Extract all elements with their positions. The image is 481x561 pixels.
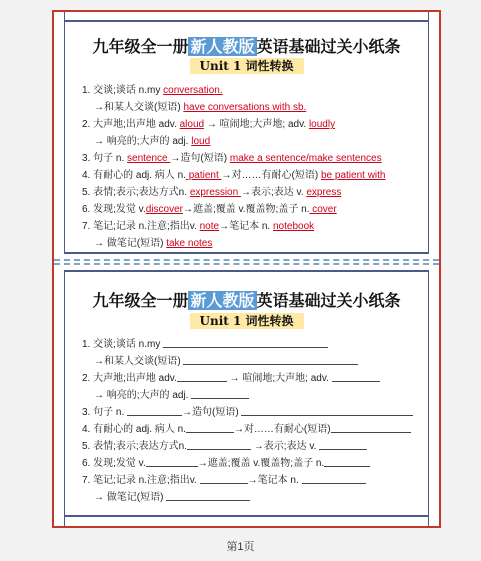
- answer-blank: [324, 456, 370, 467]
- cut-line: [54, 259, 439, 261]
- prompt-text: → 做笔记(短语): [94, 238, 167, 249]
- answer-blank: [177, 371, 227, 382]
- list-item: [82, 167, 425, 184]
- answer-blank: [187, 439, 251, 450]
- rule-bottom: [64, 515, 429, 517]
- list-item: [82, 489, 425, 506]
- answer-blank: [186, 422, 234, 433]
- item-number: 5.: [82, 441, 94, 452]
- answer-text: patient: [185, 170, 222, 181]
- answer-blank: [127, 405, 182, 416]
- answer-text: conversation.: [163, 85, 223, 96]
- prompt-text: → 响亮的;大声的 adj.: [94, 136, 192, 147]
- exercise-list: [82, 336, 425, 506]
- worksheet-page: [52, 10, 441, 528]
- prompt-text: 句子 n.: [93, 153, 128, 164]
- item-number: 2.: [82, 373, 94, 384]
- list-item: [82, 82, 425, 99]
- prompt-text: →对……有耐心(短语): [221, 170, 321, 181]
- prompt-text: 表情;表示;表达方式n.: [93, 441, 188, 452]
- item-number: 2.: [82, 119, 94, 130]
- list-item: [82, 201, 425, 218]
- answer-blank: [166, 490, 250, 501]
- item-number: 6.: [82, 458, 94, 469]
- answer-list: [82, 82, 425, 252]
- cut-line-2: [54, 263, 439, 265]
- prompt-text: 有耐心的 adj. 病人 n.: [93, 170, 186, 181]
- list-item: [82, 99, 425, 116]
- prompt-text: →和某人交谈(短语): [94, 102, 184, 113]
- item-number: 7.: [82, 475, 94, 486]
- answer-text: cover: [309, 204, 337, 215]
- answer-blank: [183, 354, 358, 365]
- list-item: [82, 218, 425, 235]
- answer-blank: [200, 473, 248, 484]
- answer-blank: [146, 456, 198, 467]
- list-item: [82, 421, 425, 438]
- item-number: 4.: [82, 170, 94, 181]
- prompt-text: 笔记;记录 n.注意;指出v.: [93, 221, 200, 232]
- prompt-text: →表示;表达 v.: [240, 187, 307, 198]
- rule-mid-upper: [64, 252, 429, 254]
- page-title: 九年级全一册 新人教版 英语基础过关小纸条: [92, 37, 401, 56]
- unit-subtitle-repeat: Unit 1 词性转换: [54, 312, 439, 330]
- item-number: 5.: [82, 187, 94, 198]
- page-title-repeat: 九年级全一册 新人教版 英语基础过关小纸条: [92, 291, 401, 310]
- prompt-text: →笔记本 n.: [247, 475, 302, 486]
- list-item: [82, 455, 425, 472]
- list-item: [82, 353, 425, 370]
- answer-text: discover: [145, 204, 183, 215]
- answer-blank: [332, 371, 380, 382]
- answer-text: have conversations with sb.: [183, 102, 307, 113]
- prompt-text: 大声地;出声地 adv.: [93, 373, 177, 384]
- prompt-text: 笔记;记录 n.注意;指出v.: [93, 475, 200, 486]
- unit-subtitle: Unit 1 词性转换: [54, 57, 439, 75]
- list-item: [82, 133, 425, 150]
- prompt-text: → 喧闹地;大声地; adv.: [226, 373, 332, 384]
- answer-text: aloud: [179, 119, 205, 130]
- prompt-text: 交谈;谈话 n.my: [93, 85, 164, 96]
- prompt-text: →和某人交谈(短语): [94, 356, 184, 367]
- list-item: [82, 404, 425, 421]
- prompt-text: →对……有耐心(短语): [233, 424, 331, 435]
- prompt-text: → 响亮的;大声的 adj.: [94, 390, 192, 401]
- item-number: 4.: [82, 424, 94, 435]
- prompt-text: →造句(短语): [182, 407, 242, 418]
- prompt-text: →遮盖;覆盖 v.覆盖物;盖子 n.: [182, 204, 310, 215]
- item-number: 7.: [82, 221, 94, 232]
- answer-text: make a sentence/make sentences: [229, 153, 382, 164]
- prompt-text: → 喧闹地;大声地; adv.: [204, 119, 309, 130]
- answer-text: express: [306, 187, 342, 198]
- prompt-text: 发现;发觉 v.: [93, 458, 146, 469]
- prompt-text: →遮盖;覆盖 v.覆盖物;盖子 n.: [197, 458, 325, 469]
- title-highlight: 新人教版: [190, 37, 255, 56]
- answer-blank: [319, 439, 367, 450]
- list-item: [82, 370, 425, 387]
- answer-text: take notes: [166, 238, 213, 249]
- prompt-text: 大声地;出声地 adv.: [93, 119, 180, 130]
- item-number: 3.: [82, 153, 94, 164]
- prompt-text: 发现;发觉 v.: [93, 204, 146, 215]
- list-item: [82, 336, 425, 353]
- prompt-text: 表情;表示;表达方式n.: [93, 187, 190, 198]
- list-item: [82, 150, 425, 167]
- prompt-text: 有耐心的 adj. 病人 n.: [93, 424, 186, 435]
- prompt-text: 交谈;谈话 n.my: [93, 339, 164, 350]
- item-number: 6.: [82, 204, 94, 215]
- list-item: [82, 184, 425, 201]
- prompt-text: →造句(短语): [170, 153, 230, 164]
- prompt-text: → 做笔记(短语): [94, 492, 167, 503]
- answer-text: loudly: [308, 119, 336, 130]
- item-number: 1.: [82, 339, 94, 350]
- list-item: [82, 472, 425, 489]
- answer-blank: [331, 422, 411, 433]
- prompt-text: →表示;表达 v.: [251, 441, 320, 452]
- answer-text: notebook: [273, 221, 315, 232]
- answer-blank: [191, 388, 249, 399]
- answer-blank: [302, 473, 366, 484]
- list-item: [82, 438, 425, 455]
- prompt-text: 句子 n.: [93, 407, 128, 418]
- page-number: 第1页: [226, 541, 255, 553]
- answer-text: expression: [189, 187, 241, 198]
- answer-text: loud: [191, 136, 211, 147]
- list-item: [82, 387, 425, 404]
- prompt-text: →笔记本 n.: [219, 221, 273, 232]
- answer-text: note: [199, 221, 220, 232]
- answer-text: sentence: [127, 153, 171, 164]
- answer-blank: [241, 405, 413, 416]
- title-highlight: 新人教版: [190, 291, 255, 310]
- item-number: 1.: [82, 85, 94, 96]
- list-item: [82, 235, 425, 252]
- answer-blank: [163, 337, 328, 348]
- answer-text: be patient with: [320, 170, 386, 181]
- list-item: [82, 116, 425, 133]
- rule-top: [64, 20, 429, 22]
- item-number: 3.: [82, 407, 94, 418]
